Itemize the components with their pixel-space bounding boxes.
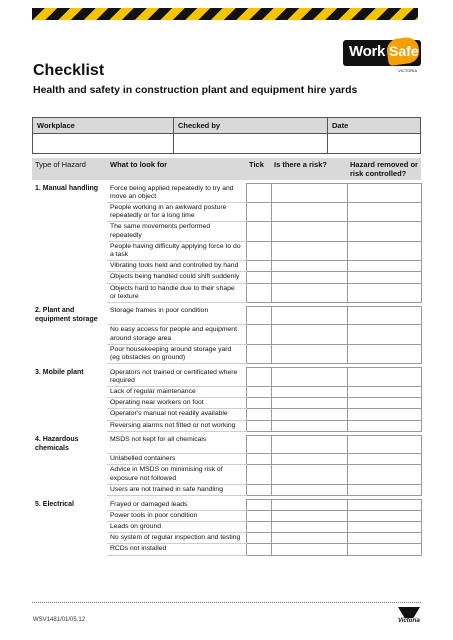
risk-box[interactable]	[271, 222, 347, 241]
tick-box[interactable]	[246, 306, 271, 324]
what-to-look-for-item: Advice in MSDS on minimising risk of exposure not followed	[107, 465, 246, 484]
checklist-row	[32, 261, 421, 272]
what-to-look-for-item: Unlabelled containers	[107, 454, 246, 465]
checklist-row	[32, 241, 421, 260]
tick-box[interactable]	[246, 544, 271, 555]
removed-box[interactable]	[347, 222, 421, 241]
removed-box[interactable]	[347, 261, 421, 272]
tick-box[interactable]	[246, 283, 271, 302]
checklist-row	[32, 465, 421, 484]
what-to-look-for-item: Reversing alarms not fitted or not working	[107, 420, 246, 431]
what-to-look-for-item: Operating near workers on foot	[107, 398, 246, 409]
tick-box[interactable]	[246, 533, 271, 544]
what-to-look-for-item: The same movements performed repeatedly	[107, 222, 246, 241]
checklist-row	[32, 368, 421, 387]
removed-box[interactable]	[347, 387, 421, 398]
what-to-look-for-item: Lack of regular maintenance	[107, 387, 246, 398]
removed-box[interactable]	[347, 465, 421, 484]
checklist-row	[32, 184, 421, 203]
what-to-look-for-item: No system of regular inspection and testing	[107, 533, 246, 544]
risk-box[interactable]	[271, 465, 347, 484]
removed-box[interactable]	[347, 283, 421, 302]
risk-box[interactable]	[271, 387, 347, 398]
removed-box[interactable]	[347, 344, 421, 363]
risk-box[interactable]	[271, 184, 347, 203]
document-code: WSV1481/01/05.12	[33, 617, 86, 623]
checklist-row	[32, 202, 421, 221]
removed-box[interactable]	[347, 420, 421, 431]
tick-box[interactable]	[246, 184, 271, 203]
tick-box[interactable]	[246, 222, 271, 241]
tick-box[interactable]	[246, 465, 271, 484]
risk-box[interactable]	[271, 420, 347, 431]
risk-box[interactable]	[271, 272, 347, 283]
tick-box[interactable]	[246, 272, 271, 283]
removed-box[interactable]	[347, 306, 421, 324]
checklist-row	[32, 272, 421, 283]
col-hazard-removed: Hazard removed or risk controlled?	[347, 158, 421, 180]
tick-box[interactable]	[246, 484, 271, 495]
tick-box[interactable]	[246, 435, 271, 453]
checklist-row	[32, 222, 421, 241]
checklist-row	[32, 544, 421, 555]
what-to-look-for-item: Objects being handled could shift suddenly	[107, 272, 246, 283]
checklist-row	[32, 435, 421, 453]
hazard-stripe-banner	[32, 8, 418, 20]
checklist-row	[32, 484, 421, 495]
what-to-look-for-item: People having difficulty applying force to do a task	[107, 241, 246, 260]
removed-box[interactable]	[347, 184, 421, 203]
col-type-of-hazard: Type of Hazard	[32, 158, 107, 180]
checklist-row	[32, 387, 421, 398]
removed-box[interactable]	[347, 325, 421, 344]
risk-box[interactable]	[271, 484, 347, 495]
victoria-logo: Victoria	[398, 607, 420, 625]
risk-box[interactable]	[271, 435, 347, 453]
tick-box[interactable]	[246, 387, 271, 398]
risk-box[interactable]	[271, 344, 347, 363]
removed-box[interactable]	[347, 272, 421, 283]
checklist-row	[32, 454, 421, 465]
what-to-look-for-item: Objects hard to handle due to their shape or texture	[107, 283, 246, 302]
checklist-row	[32, 306, 421, 324]
footer-divider	[32, 602, 421, 603]
col-what-to-look-for: What to look for	[107, 158, 246, 180]
what-to-look-for-item: Frayed or damaged leads	[107, 500, 246, 511]
risk-box[interactable]	[271, 409, 347, 420]
hazard-category: 4. Hazardous chemicals	[35, 436, 79, 452]
hazard-category: 2. Plant and equipment storage	[35, 307, 98, 323]
tick-box[interactable]	[246, 420, 271, 431]
removed-box[interactable]	[347, 454, 421, 465]
tick-box[interactable]	[246, 241, 271, 260]
removed-box[interactable]	[347, 522, 421, 533]
removed-box[interactable]	[347, 533, 421, 544]
risk-box[interactable]	[271, 544, 347, 555]
tick-box[interactable]	[246, 325, 271, 344]
removed-box[interactable]	[347, 510, 421, 521]
hazard-category: 1. Manual handling	[35, 184, 99, 192]
risk-box[interactable]	[271, 510, 347, 521]
hazard-category: 5. Electrical	[35, 500, 74, 508]
checked-by-label: Checked by	[174, 118, 328, 134]
what-to-look-for-item: Operators not trained or certificated where required	[107, 368, 246, 387]
risk-box[interactable]	[271, 283, 347, 302]
checked-by-field[interactable]	[174, 134, 328, 154]
what-to-look-for-item: Power tools in poor condition	[107, 510, 246, 521]
risk-box[interactable]	[271, 522, 347, 533]
what-to-look-for-item: Force being applied repeatedly to try and move an object	[107, 184, 246, 203]
tick-box[interactable]	[246, 344, 271, 363]
checklist-row	[32, 283, 421, 302]
worksafe-logo: Work Safe VICTORIA	[343, 40, 421, 66]
date-field[interactable]	[328, 134, 421, 154]
date-label: Date	[328, 118, 421, 134]
risk-box[interactable]	[271, 454, 347, 465]
removed-box[interactable]	[347, 202, 421, 221]
removed-box[interactable]	[347, 544, 421, 555]
checklist-row	[32, 522, 421, 533]
col-tick: Tick	[246, 158, 271, 180]
tick-box[interactable]	[246, 409, 271, 420]
info-table	[32, 117, 421, 154]
what-to-look-for-item: RCDs not installed	[107, 544, 246, 555]
checklist-row	[32, 398, 421, 409]
removed-box[interactable]	[347, 409, 421, 420]
workplace-label: Workplace	[33, 118, 174, 134]
removed-box[interactable]	[347, 398, 421, 409]
removed-box[interactable]	[347, 241, 421, 260]
risk-box[interactable]	[271, 325, 347, 344]
checklist-row	[32, 344, 421, 363]
checklist-row	[32, 533, 421, 544]
tick-box[interactable]	[246, 202, 271, 221]
col-is-there-a-risk: Is there a risk?	[271, 158, 347, 180]
what-to-look-for-item: Users are not trained in safe handling	[107, 484, 246, 495]
tick-box[interactable]	[246, 398, 271, 409]
tick-box[interactable]	[246, 510, 271, 521]
what-to-look-for-item: MSDS not kept for all chemicals	[107, 435, 246, 453]
removed-box[interactable]	[347, 484, 421, 495]
checklist-row	[32, 409, 421, 420]
tick-box[interactable]	[246, 522, 271, 533]
risk-box[interactable]	[271, 500, 347, 511]
checklist-row	[32, 510, 421, 521]
what-to-look-for-item: No easy access for people and equipment around storage area	[107, 325, 246, 344]
what-to-look-for-item: People working in an awkward posture repeatedly or for a long time	[107, 202, 246, 221]
tick-box[interactable]	[246, 500, 271, 511]
risk-box[interactable]	[271, 241, 347, 260]
what-to-look-for-item: Storage frames in poor condition	[107, 306, 246, 324]
what-to-look-for-item: Poor housekeeping around storage yard (eg obstacles on ground)	[107, 344, 246, 363]
what-to-look-for-item: Operator's manual not readily available	[107, 409, 246, 420]
hazard-category: 3. Mobile plant	[35, 368, 84, 376]
tick-box[interactable]	[246, 261, 271, 272]
risk-box[interactable]	[271, 261, 347, 272]
checklist-row	[32, 420, 421, 431]
checklist-row	[32, 500, 421, 511]
workplace-field[interactable]	[33, 134, 174, 154]
risk-box[interactable]	[271, 533, 347, 544]
tick-box[interactable]	[246, 454, 271, 465]
hazard-checklist-table	[32, 158, 422, 556]
checklist-row	[32, 325, 421, 344]
what-to-look-for-item: Leads on ground	[107, 522, 246, 533]
removed-box[interactable]	[347, 368, 421, 387]
risk-box[interactable]	[271, 368, 347, 387]
removed-box[interactable]	[347, 500, 421, 511]
removed-box[interactable]	[347, 435, 421, 453]
risk-box[interactable]	[271, 398, 347, 409]
risk-box[interactable]	[271, 306, 347, 324]
what-to-look-for-item: Vibrating tools held and controlled by hand	[107, 261, 246, 272]
tick-box[interactable]	[246, 368, 271, 387]
page-subtitle: Health and safety in construction plant and equipment hire yards	[33, 84, 358, 96]
risk-box[interactable]	[271, 202, 347, 221]
page-title: Checklist	[33, 62, 105, 79]
